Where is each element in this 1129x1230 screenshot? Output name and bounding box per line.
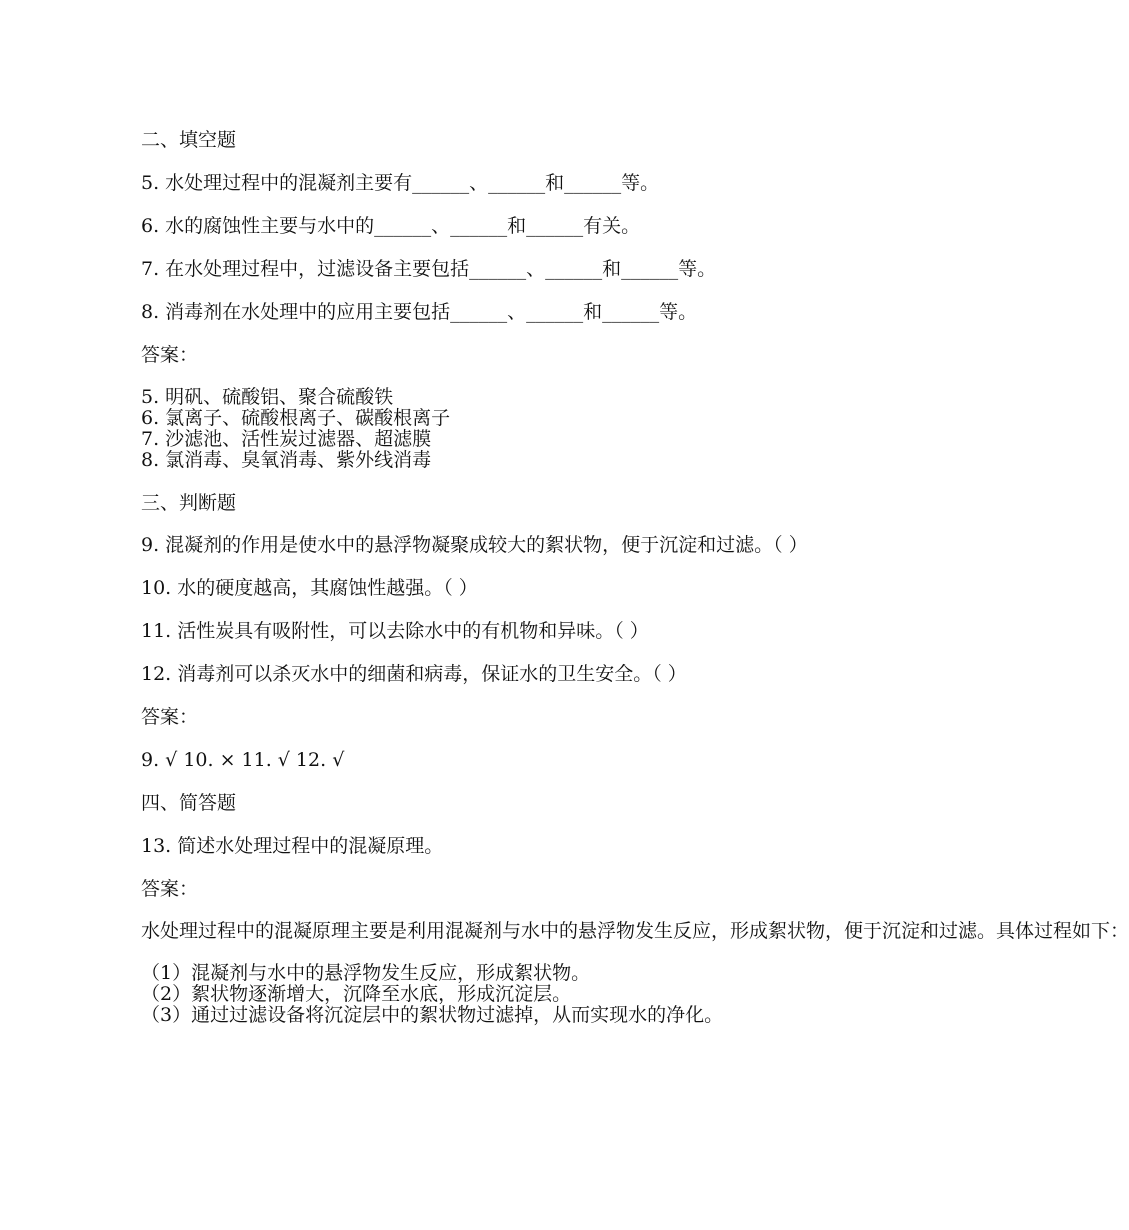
question-7: 7. 在水处理过程中，过滤设备主要包括______、______和______等。: [141, 258, 717, 280]
answer-label-true-false: 答案：: [141, 706, 199, 728]
answer-label-fill-in: 答案：: [141, 344, 199, 366]
question-9: 9. 混凝剂的作用是使水中的悬浮物凝聚成较大的絮状物，便于沉淀和过滤。（ ）: [141, 534, 808, 556]
answer-13-step-2: （2）絮状物逐渐增大，沉降至水底，形成沉淀层。: [141, 983, 572, 1005]
question-10: 10. 水的硬度越高，其腐蚀性越强。（ ）: [141, 577, 478, 599]
answer-13-step-1: （1）混凝剂与水中的悬浮物发生反应，形成絮状物。: [141, 962, 591, 984]
question-5: 5. 水处理过程中的混凝剂主要有______、______和______等。: [141, 172, 660, 194]
question-11: 11. 活性炭具有吸附性，可以去除水中的有机物和异味。（ ）: [141, 620, 649, 642]
answer-13-intro: 水处理过程中的混凝原理主要是利用混凝剂与水中的悬浮物发生反应，形成絮状物，便于沉淀和过滤。具体过程如下：: [141, 920, 1129, 942]
question-6: 6. 水的腐蚀性主要与水中的______、______和______有关。: [141, 215, 641, 237]
question-8: 8. 消毒剂在水处理中的应用主要包括______、______和______等。: [141, 301, 698, 323]
answer-label-short-answer: 答案：: [141, 878, 199, 900]
section-heading-true-false: 三、判断题: [141, 492, 237, 514]
answer-5: 5. 明矾、硫酸铝、聚合硫酸铁: [141, 386, 394, 408]
answer-list-fill-in: [141, 387, 821, 471]
answer-8: 8. 氯消毒、臭氧消毒、紫外线消毒: [141, 449, 432, 471]
answer-6: 6. 氯离子、硫酸根离子、碳酸根离子: [141, 407, 451, 429]
answer-7: 7. 沙滤池、活性炭过滤器、超滤膜: [141, 428, 432, 450]
answer-13-steps: [141, 963, 821, 1026]
section-heading-fill-in: 二、填空题: [141, 129, 237, 151]
section-heading-short-answer: 四、简答题: [141, 792, 237, 814]
question-12: 12. 消毒剂可以杀灭水中的细菌和病毒，保证水的卫生安全。（ ）: [141, 663, 687, 685]
answer-line-true-false: 9. √ 10. × 11. √ 12. √: [141, 749, 345, 771]
question-13: 13. 简述水处理过程中的混凝原理。: [141, 835, 444, 857]
answer-13-step-3: （3）通过过滤设备将沉淀层中的絮状物过滤掉，从而实现水的净化。: [141, 1004, 724, 1026]
document-page: [141, 129, 1129, 1026]
